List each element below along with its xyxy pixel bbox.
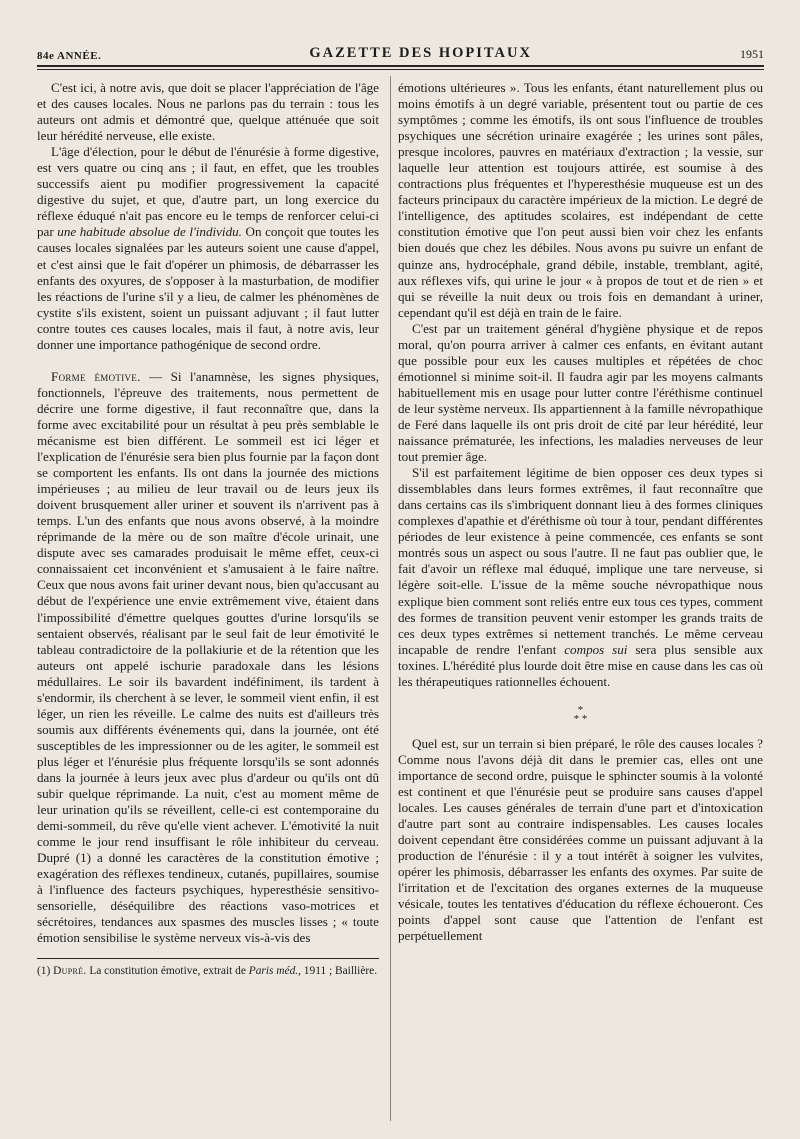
section-asterism [398,703,763,725]
journal-title: GAZETTE DES HOPITAUX [309,45,532,61]
types-text: S'il est parfaitement légitime de bien opposer ces deux types si dissemblables dans leurs formes extrêmes, il faut reconnaître que dans certains cas ils s'imbriquent donnant lieu à des formes cliniques complexes d'apathie et d'éréthisme où tour à tour, pendant différentes périodes de leur existence à peine commencée, ces enfants se sont montrés sous un aspect ou sous l'autre. Il ne faut pas oublier que, le fait d'avoir un réflexe mal éduqué, implique une tare nerveuse, si légère soit-elle. L'issue de la même souche névropathique nous explique bien comment sont reliés entre eux tous ces types, comment des formes de transition peuvent venir estomper les grands traits de ces deux types extrêmes si nettement tranchés. Le même cerveau incapable de rendre l'enfant [398,465,763,657]
types-text-cont: sera plus sensible aux toxines. L'hérédité plus lourde doit être mise en cause dans les cas où les thérapeutiques rationnelles échouent. [398,641,764,689]
paragraph-traitement: C'est par un traitement général d'hygiène physique et de repos moral, qu'on pourra arriver à calmer ces enfants, en évitant autant que possible pour eux les causes multiples et répétées de choc émotionnel si minime soit-il. Il faudra agir par les moyens calmants habituellement mis en usage pour lutter contre l'éréthisme continuel de leur système nerveux. Ils appartiennent à la famille névropathique de Feré dans laquelle ils ont pris droit de cité par leur hérédité, leur naissance prématurée, les infections, les maladies nerveuses de leur tout premier âge. [398,320,763,465]
footnote-marker: (1) [37,965,54,978]
left-column [37,80,379,979]
forme-emotive-text: — Si l'anamnèse, les signes physiques, fonctionnels, l'épreuve des traitements, nous permettent de décrire une forme digestive, il faut reconnaître que, dans la forme avec excitabilité pour un résultat à peu près semblable le mécanisme est bien différent. Le sommeil est ici léger et l'explication de l'énurésie sera bien plus fournie par la façon dont se comportent les enfants. Ils ont dans la journée des mictions impérieuses ; au milieu de leur travail ou de leurs jeux ils doivent brusquement aller uriner et souvent ils n'arrivent pas à temps. L'un des enfants que nous avons observé, à la moindre réprimande de la mère ou de son maître d'école urinait, une dispute avec ses camarades produisait le même effet, ceux-ci connaissaient cet inconvénient et s'amusaient à le faire naître. Ceux que nous avons fait uriner devant nous, bien qu'accusant au début de l'expérience une envie extrêmement vive, étaient dans l'impossibilité d'émettre quelques gouttes d'urine lorsqu'ils se sentaient observés, réalisant par le seul fait de leur émotivité le tableau contradictoire de la pollakiurie et de la rétention que les auteurs ont appelé ischurie paradoxale dans les lésions médullaires. Le soir ils bavardent indéfiniment, ils tardent à s'endormir, ils cherchent à se lever, le sommeil vient enfin, il est léger, un rien les réveille. Le calme des nuits est d'ailleurs très soumis aux différents événements qui, dans la journée, ont été susceptibles de les impressionner ou de les agiter, le sommeil est plus léger et l'énurésie plus fréquente lorsqu'ils se sont adonnés dans la journée à leurs jeux avec plus d'ardeur ou qu'ils ont dû subir quelque réprimande. La nuit, c'est au moment même de leur urination qu'ils se réveillent, celle-ci est contemporaine du demi-sommeil, du rêve qu'elle vient achever. L'émotivité la nuit comme le jour rend insuffisant le rôle inhibiteur du cerveau. Dupré (1) a donné les caractères de la constitution émotive ; exagération des réflexes tendineux, cutanés, pupillaires, soumise à l'influence des facteurs psychiques, hyperesthésie sensitivo-sensorielle, déséquilibre des réactions vaso-motrices et sécrétoires, tendances aux spasmes des muscles lisses ; « toute émotion sensibilise le système nerveux vis-à-vis des [37,368,379,946]
footnote-journal: Paris méd. [248,965,299,978]
footnote-text: La constitution émotive, extrait de [86,965,249,978]
section-label-forme-emotive: Forme émotive. [51,368,141,384]
paragraph-forme-emotive [37,369,379,947]
page-header [37,42,764,62]
types-italic: compos sui [564,641,628,657]
page-number: 1951 [739,47,764,61]
header-rule-thin [37,69,764,70]
footnote [37,965,379,979]
paragraph-types-opposes [398,465,763,690]
asterism-top: * [577,703,584,716]
header-rule-thick [37,65,764,67]
age-election-text-cont: On conçoit que toutes les causes locales signalées par les auteurs soient une cause d'appel, et c'est ainsi que le fait d'opérer un phimosis, de débarrasser les enfants des oxyures, de s'opposer à la masturbation, de modifier les réactions de l'urine s'il y a lieu, de calmer les phénomènes de cystite s'ils existent, soient un puissant adjuvant ; il faut lutter contre toutes ces causes locales, mais il faut, à notre avis, leur donner une importance pathogénique de second ordre. [37,224,379,352]
paragraph-age-causes: C'est ici, à notre avis, que doit se placer l'appréciation de l'âge et des causes locales. Nous ne parlons pas du terrain : tous les auteurs ont admis et démontré que, quelque atténuée que soit leur hérédité nerveuse, elle existe. [37,80,379,144]
paragraph-emotions-cont: émotions ultérieures ». Tous les enfants, étant naturellement plus ou moins émotifs à un degré variable, présentent tout ou partie de ces symptômes ; comme les émotifs, ils ont sous l'influence de troubles psychiques une sécrétion urinaire exagérée ; les urines sont pâles, presque incolores, pauvres en matériaux d'extraction ; la vessie, sur laquelle leur attention est toujours attirée, est soumise à des contractions plus fréquentes et l'hyperesthésie muqueuse est un des facteurs principaux du caractère impérieux de la miction. Le degré de l'intelligence, des aptitudes scolaires, est indépendant de cette constitution émotive que l'on peut aussi bien voir chez les enfants bien doués que chez les débiles. Nous avons pu suivre un enfant de quinze ans, hydrocéphale, grand débile, instable, tremblant, agité, aux réflexes vifs, qui urine le jour « à propos de tout et de rien » et qui se réveille la nuit deux ou trois fois en demandant à uriner, cependant qu'il est déjà en train de le faire. [398,80,763,320]
column-divider [390,76,391,1121]
paragraph-causes-locales: Quel est, sur un terrain si bien préparé, le rôle des causes locales ? Comme nous l'avons déjà dit dans le premier cas, elles ont une importance de second ordre, puisque le sphincter soumis à la volonté est continent et que l'énurésie peut se produire sans causes d'appel locales. Les causes générales de terrain d'une part et d'intoxication d'autre part sont au contraire indispensables. Les causes locales doivent cependant être considérées comme un puissant adjuvant à la production de l'énurésie : il y a tout intérêt à soigner les vulvites, opérer les phimosis, débarrasser les enfants des oxymes. Par suite de l'irritation et de l'excitation des organes externes de la muqueuse vésicale, toutes les tentatives d'éducation du réflexe échoueront. Ces points d'appel sont cause que l'attention de l'enfant est perpétuellement [398,735,763,944]
paragraph-age-election [37,144,379,353]
age-election-text: L'âge d'élection, pour le début de l'énurésie à forme digestive, est vers quatre ou cinq ans ; il faut, en effet, que les troubles successifs aient pu modifier progressivement la capacité digestive du sujet, et que, d'autre part, un long exercice du réflexe éduqué n'ait pas encore eu le temps de renforcer celui-ci par [37,144,379,240]
footnote-rule [37,958,379,959]
asterism-bottom: * * [573,712,588,725]
age-election-italic: une habitude absolue de l'individu. [57,224,242,240]
footnote-author: Dupré. [53,965,87,978]
right-column [398,80,763,944]
footnote-text-end: , 1911 ; Baillière. [298,965,378,978]
issue-year: 84e ANNÉE. [37,50,102,62]
